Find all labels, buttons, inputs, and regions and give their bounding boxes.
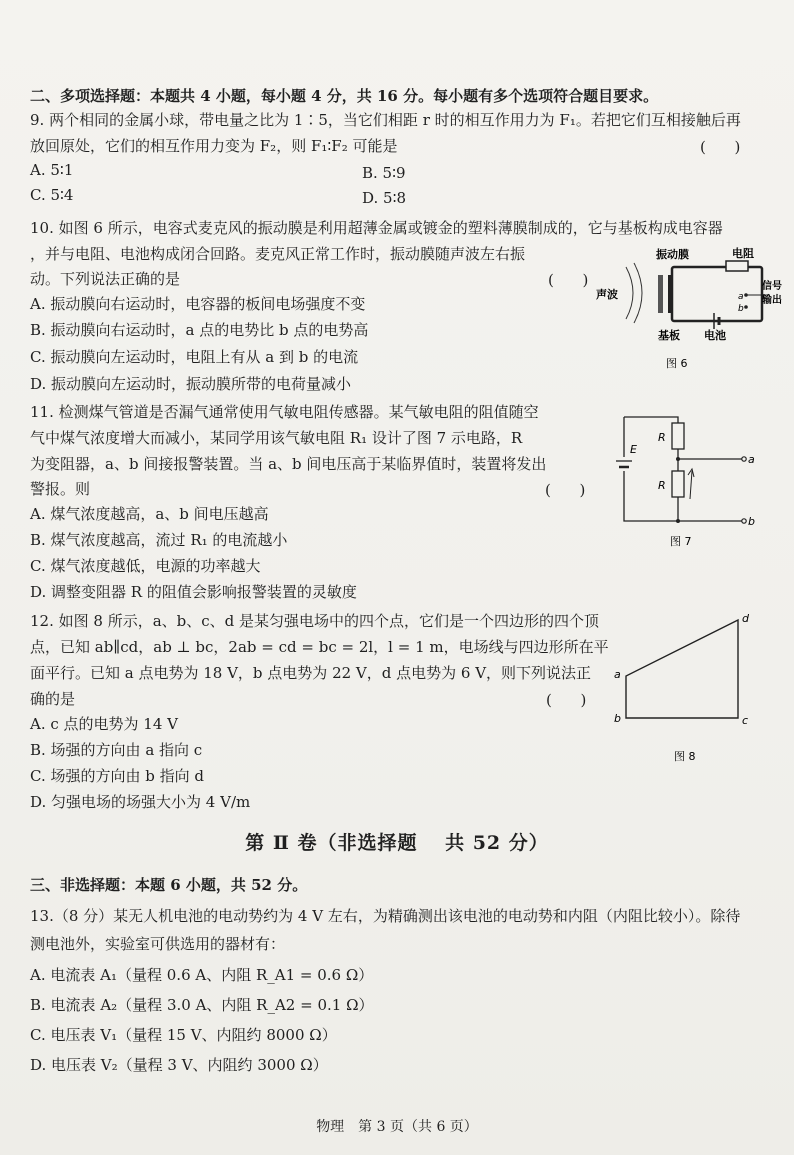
label-resistor: 电阻 bbox=[732, 247, 754, 260]
label-c: c bbox=[742, 714, 749, 727]
resistor-symbol bbox=[726, 261, 748, 271]
label-a: a bbox=[738, 292, 744, 302]
figure-6-caption: 图 6 bbox=[666, 357, 688, 370]
q9-stem-line2: 放回原处，它们的相互作用力变为 F₂，则 F₁∶F₂ 可能是 bbox=[30, 137, 398, 155]
q10-option-b: B. 振动膜向右运动时，a 点的电势比 b 点的电势高 bbox=[30, 321, 369, 339]
q13-option-d: D. 电压表 V₂（量程 3 V、内阻约 3000 Ω） bbox=[30, 1056, 328, 1074]
q11-stem-line2: 气中煤气浓度增大而减小，某同学用该气敏电阻 R₁ 设计了图 7 示电路，R bbox=[30, 429, 523, 447]
terminal-b bbox=[742, 519, 746, 523]
q12-answer-paren: ( ) bbox=[546, 691, 587, 709]
q13-stem-line2: 测电池外，实验室可供选用的器材有： bbox=[30, 935, 286, 953]
label-membrane: 振动膜 bbox=[656, 248, 689, 261]
label-b: b bbox=[748, 515, 755, 528]
q10-stem-line2: ，并与电阻、电池构成闭合回路。麦克风正常工作时，振动膜随声波左右振 bbox=[30, 245, 526, 263]
q9-answer-paren: ( ) bbox=[700, 138, 741, 156]
section-heading-non-choice: 三、非选择题：本题 6 小题，共 52 分。 bbox=[30, 876, 308, 894]
q9-option-a: A. 5∶1 bbox=[30, 161, 74, 179]
q9-option-d: D. 5∶8 bbox=[362, 189, 407, 207]
label-signal: 信号 bbox=[762, 281, 782, 292]
terminal-b bbox=[744, 305, 748, 309]
q11-option-a: A. 煤气浓度越高，a、b 间电压越高 bbox=[30, 505, 269, 523]
q11-stem-line3: 为变阻器，a、b 间接报警装置。当 a、b 间电压高于某临界值时，装置将发出 bbox=[30, 455, 547, 473]
terminal-a bbox=[742, 457, 746, 461]
figure-8-quadrilateral bbox=[612, 612, 762, 766]
q12-option-c: C. 场强的方向由 b 指向 d bbox=[30, 767, 204, 785]
q10-option-a: A. 振动膜向右运动时，电容器的板间电场强度不变 bbox=[30, 295, 366, 313]
label-base: 基板 bbox=[658, 329, 680, 342]
q12-option-b: B. 场强的方向由 a 指向 c bbox=[30, 741, 203, 759]
label-d: d bbox=[742, 612, 749, 625]
q9-option-c: C. 5∶4 bbox=[30, 186, 74, 204]
q10-stem-line3: 动。下列说法正确的是 bbox=[30, 270, 181, 288]
q11-stem-line1: 11. 检测煤气管道是否漏气通常使用气敏电阻传感器。某气敏电阻的阻值随空 bbox=[30, 403, 539, 421]
q13-option-b: B. 电流表 A₂（量程 3.0 A、内阻 R_A2 = 0.1 Ω） bbox=[30, 996, 374, 1014]
sound-wave-arc bbox=[634, 263, 642, 323]
q12-stem-line1: 12. 如图 8 所示，a、b、c、d 是某匀强电场中的四个点，它们是一个四边形的四个顶 bbox=[30, 612, 600, 630]
label-a: a bbox=[614, 668, 621, 681]
q9-stem-line1: 9. 两个相同的金属小球，带电量之比为 1∶5，当它们相距 r 时的相互作用力为 F₁。若把它们互相接触后再 bbox=[30, 111, 741, 129]
q12-stem-line4: 确的是 bbox=[30, 690, 76, 708]
variable-arrow bbox=[690, 471, 692, 499]
page-footer: 物理 第 3 页（共 6 页） bbox=[316, 1119, 478, 1135]
resistor-R1 bbox=[672, 471, 684, 497]
sound-wave-arc bbox=[626, 267, 633, 319]
circuit-wire bbox=[624, 417, 678, 521]
circuit-loop bbox=[672, 267, 762, 321]
figure-8-caption: 图 8 bbox=[674, 750, 696, 763]
q13-stem-line1: 13.（8 分）某无人机电池的电动势约为 4 V 左右，为精确测出该电池的电动势和内阻（内阻比较小）。除待 bbox=[30, 907, 741, 925]
label-b: b bbox=[614, 712, 621, 725]
label-b: b bbox=[738, 304, 744, 314]
resistor-R bbox=[672, 423, 684, 449]
label-R: R bbox=[658, 431, 666, 444]
figure-6-capacitor-microphone bbox=[596, 245, 782, 377]
q10-stem-line1: 10. 如图 6 所示，电容式麦克风的振动膜是利用超薄金属或镀金的塑料薄膜制成的，它与基板构成电容器 bbox=[30, 219, 723, 237]
q12-option-a: A. c 点的电势为 14 V bbox=[30, 715, 178, 733]
q13-option-a: A. 电流表 A₁（量程 0.6 A、内阻 R_A1 = 0.6 Ω） bbox=[30, 966, 374, 984]
figure-7-gas-sensor-circuit bbox=[606, 405, 756, 553]
label-a: a bbox=[748, 453, 755, 466]
label-E: E bbox=[630, 443, 637, 456]
q12-stem-line2: 点，已知 ab∥cd，ab ⊥ bc，2ab = cd = bc = 2l，l = 1 m，电场线与四边形所在平 bbox=[30, 638, 609, 656]
q11-option-c: C. 煤气浓度越低，电源的功率越大 bbox=[30, 557, 261, 575]
section-heading-multiple-choice: 二、多项选择题：本题共 4 小题，每小题 4 分，共 16 分。每小题有多个选项符合题目要求。 bbox=[30, 87, 659, 105]
q9-option-b: B. 5∶9 bbox=[362, 164, 406, 182]
q11-stem-line4: 警报。则 bbox=[30, 480, 91, 498]
q11-option-b: B. 煤气浓度越高，流过 R₁ 的电流越小 bbox=[30, 531, 288, 549]
label-battery: 电池 bbox=[704, 329, 726, 342]
battery-gap bbox=[618, 457, 630, 471]
q10-option-d: D. 振动膜向左运动时，振动膜所带的电荷量减小 bbox=[30, 375, 352, 393]
variable-arrow-head bbox=[688, 469, 694, 477]
part-2-title: 第 Ⅱ 卷（非选择题 共 52 分） bbox=[245, 832, 549, 854]
label-R1: R bbox=[658, 479, 666, 492]
label-sound: 声波 bbox=[596, 288, 618, 301]
figure-7-caption: 图 7 bbox=[670, 535, 692, 548]
q11-answer-paren: ( ) bbox=[545, 481, 586, 499]
q12-option-d: D. 匀强电场的场强大小为 4 V/m bbox=[30, 793, 251, 811]
label-output: 输出 bbox=[762, 295, 782, 306]
membrane-plate bbox=[658, 275, 663, 313]
q13-option-c: C. 电压表 V₁（量程 15 V、内阻约 8000 Ω） bbox=[30, 1026, 337, 1044]
q11-option-d: D. 调整变阻器 R 的阻值会影响报警装置的灵敏度 bbox=[30, 583, 357, 601]
q10-answer-paren: ( ) bbox=[548, 271, 589, 289]
quadrilateral-abcd bbox=[626, 620, 738, 718]
q10-option-c: C. 振动膜向左运动时，电阻上有从 a 到 b 的电流 bbox=[30, 348, 359, 366]
q12-stem-line3: 面平行。已知 a 点电势为 18 V，b 点电势为 22 V，d 点电势为 6 V，则下列说法正 bbox=[30, 664, 592, 682]
